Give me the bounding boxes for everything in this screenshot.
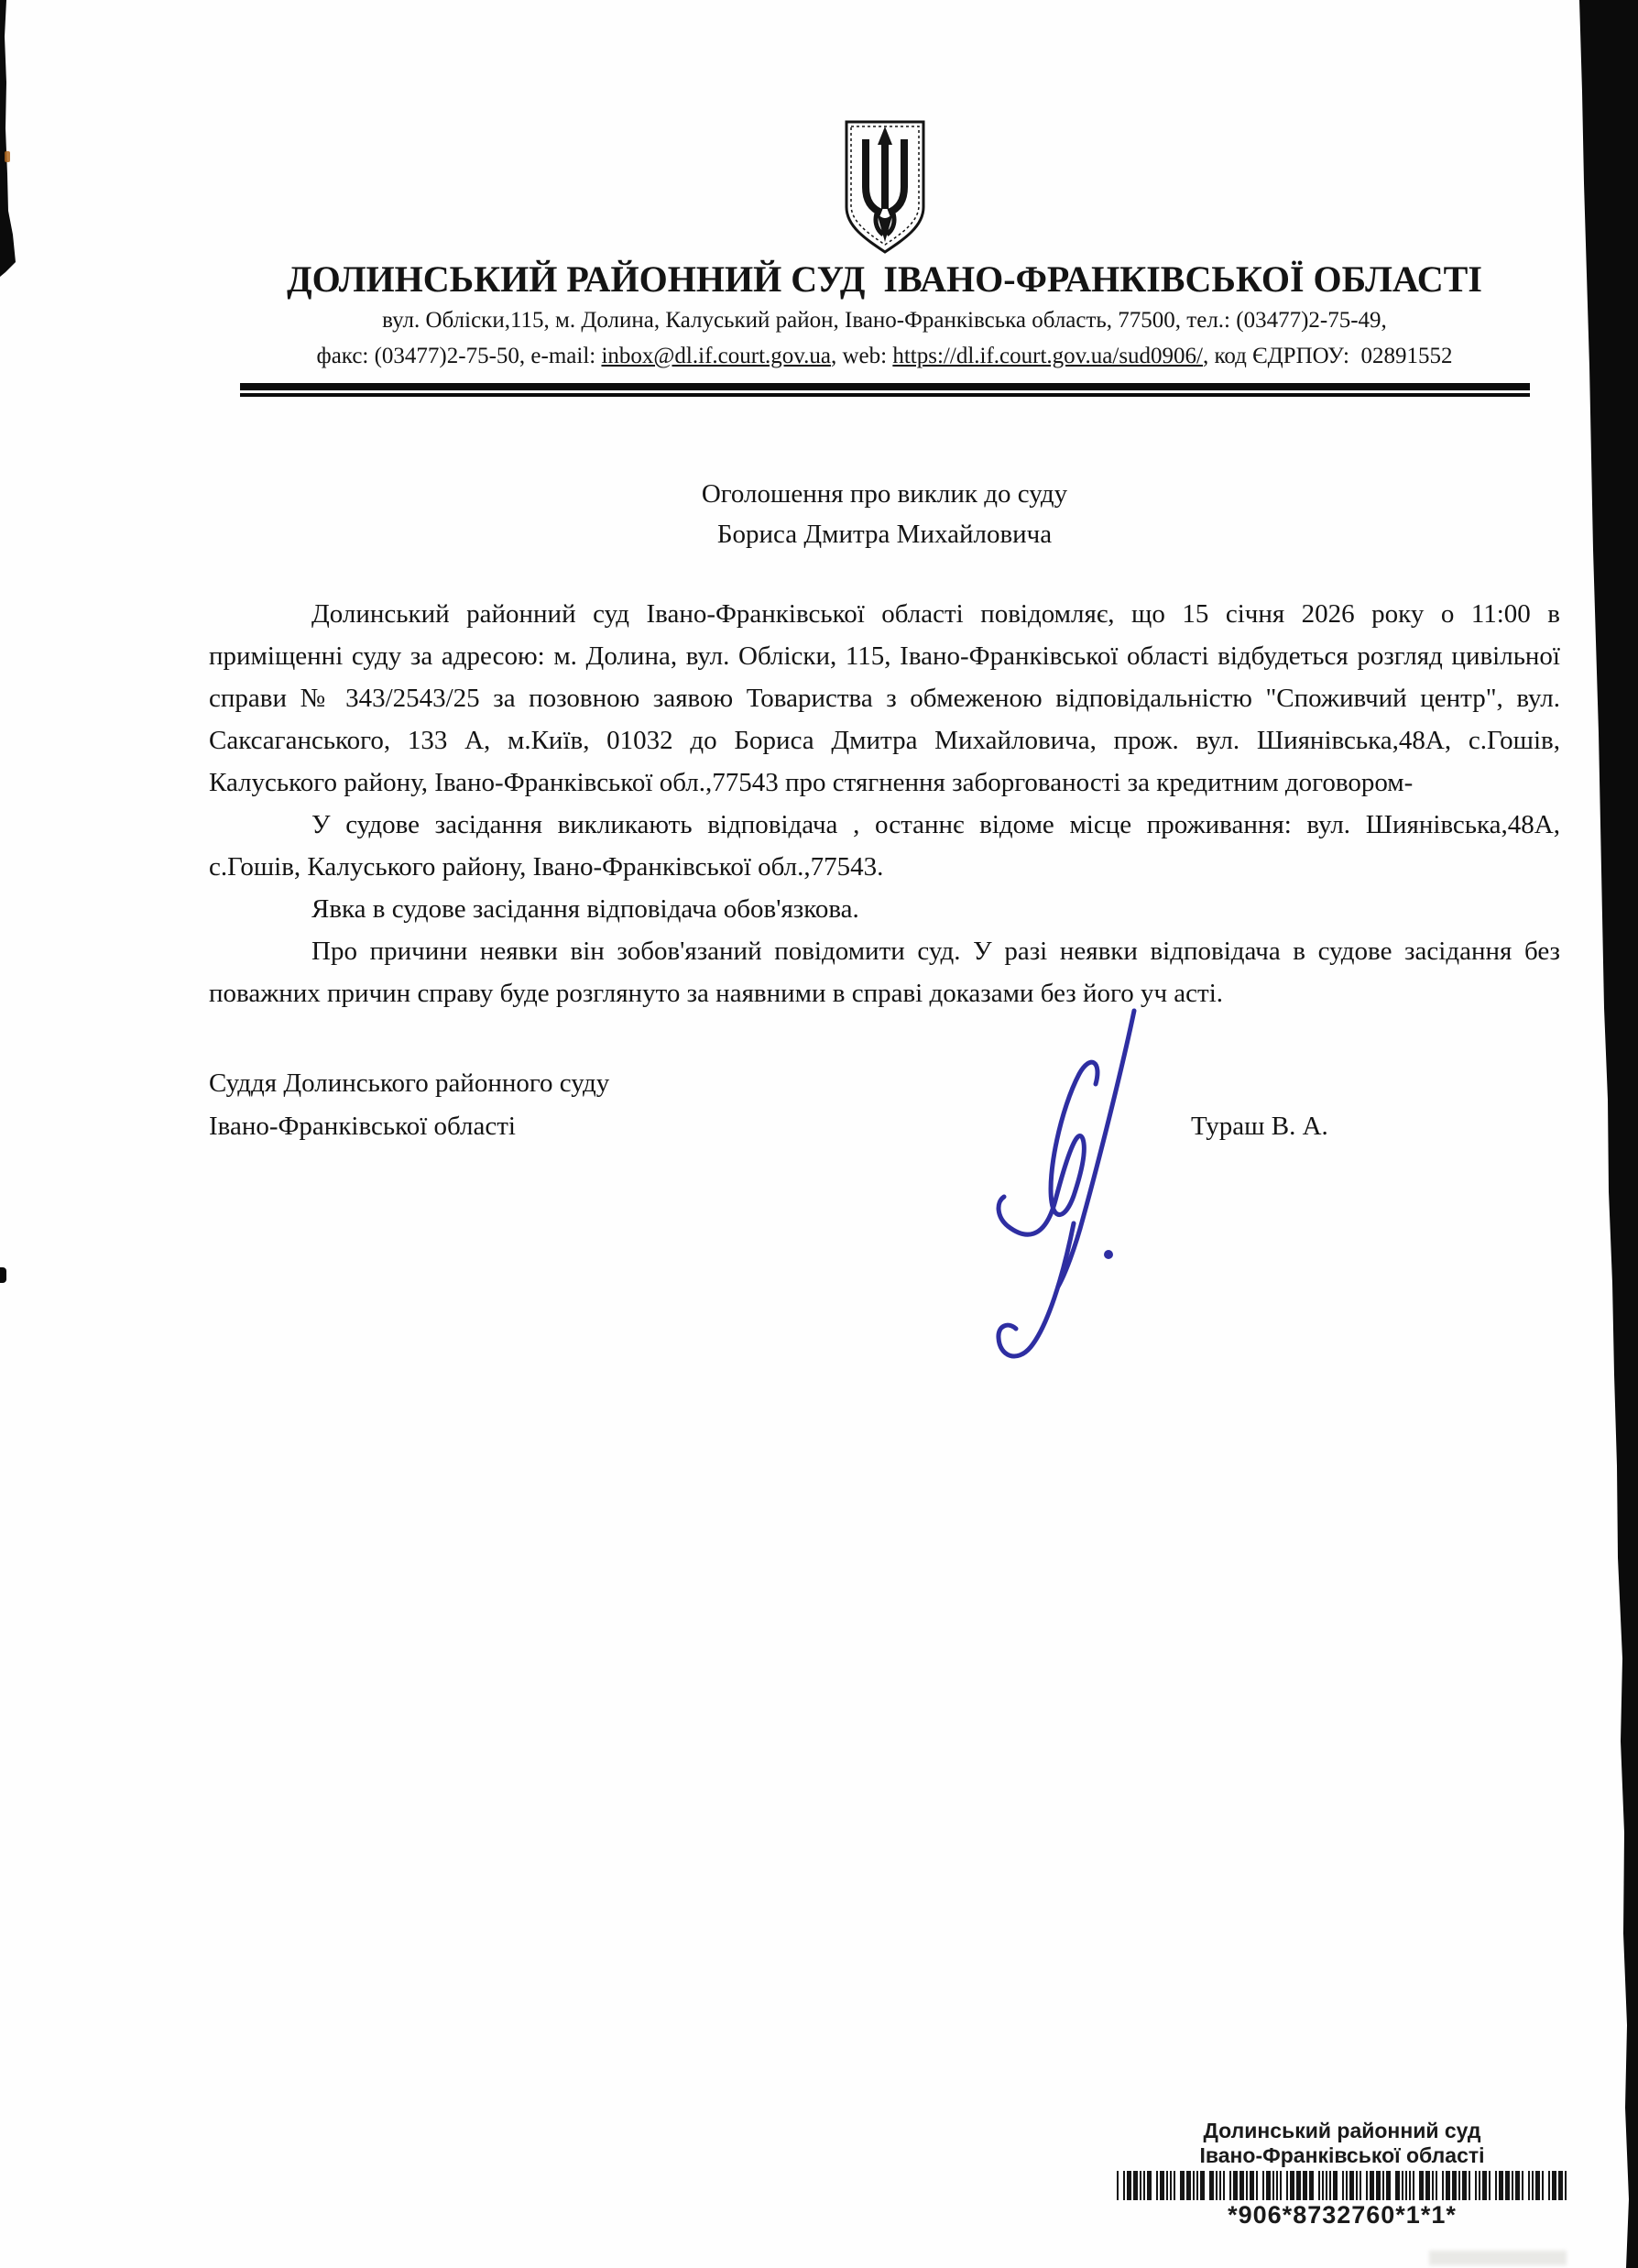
scan-artifact-speck (5, 151, 10, 162)
judge-title-line2: Івано-Франківської області (209, 1112, 516, 1141)
paragraph: Долинський районний суд Івано-Франківської області повідомляє, що 15 січня 2026 року о 11:00 в приміщенні суду за адресою: м. Долина, вул. Обліски, 115, Івано-Франківської області відбудеться розгляд цивільної справи № 343/2543/25 за позовною заявою Товариства з обмеженою відповідальністю "Споживчий центр", вул. Саксаганського, 133 А, м.Київ, 01032 до Бориса Дмитра Михайловича, прож. вул. Шиянівська,48А, с.Гошів, Калуського району, Івано-Франківської обл.,77543 про стягнення заборгованості за кредитним договором- (209, 599, 1560, 797)
court-contacts (209, 340, 1560, 372)
court-address: вул. Обліски,115, м. Долина, Калуський район, Івано-Франківська область, 77500, тел.: (03477)2-75-49, (382, 308, 1387, 333)
judge-title-line1: Суддя Долинського районного суду (209, 1068, 610, 1098)
paragraph: У судове засідання викликають відповідача , останнє відоме місце проживання: вул. Шиянівська,48А, с.Гошів, Калуського району, Івано-Франківської обл.,77543. (209, 810, 1560, 882)
letterhead (209, 117, 1560, 397)
paragraph: Про причини неявки він зобов'язаний повідомити суд. У разі неявки відповідача в судове засідання без поважних причин справу буде розглянуто за наявними в справі доказами без його уч асті. (209, 937, 1560, 1008)
court-email: inbox@dl.if.court.gov.ua (601, 344, 831, 368)
stamp-court-line1: Долинський районний суд (1203, 2119, 1481, 2142)
notice-title-line2: Бориса Дмитра Михайловича (716, 520, 1053, 549)
notice-body (209, 593, 1560, 1014)
court-website: https://dl.if.court.gov.ua/sud0906/ (892, 344, 1203, 368)
scan-artifact-right-edge (1574, 0, 1638, 2268)
notice-title (209, 474, 1560, 554)
paragraph: Явка в судове засідання відповідача обов'язкова. (311, 894, 859, 924)
court-stamp-block (1113, 2119, 1571, 2230)
web-label: , web: (831, 344, 893, 368)
signature-block (209, 1062, 1560, 1148)
scan-artifact-left-mark (0, 1267, 6, 1283)
barcode (1113, 2171, 1571, 2200)
judge-name: Тураш В. А. (1191, 1112, 1328, 1141)
court-name: ДОЛИНСЬКИЙ РАЙОННИЙ СУД ІВАНО-ФРАНКІВСЬКОЇ ОБЛАСТІ (287, 258, 1482, 300)
edrpou-code: , код ЄДРПОУ: 02891552 (1203, 344, 1453, 368)
document-content (209, 0, 1560, 1148)
coat-of-arms-icon (837, 117, 933, 257)
scan-artifact-smudge (1429, 2251, 1567, 2265)
barcode-value: *906*8732760*1*1* (1228, 2201, 1457, 2229)
stamp-court-line2: Івано-Франківської області (1199, 2143, 1485, 2167)
header-divider (240, 383, 1530, 397)
fax-label: факс: (03477)2-75-50, e-mail: (316, 344, 602, 368)
notice-title-line1: Оголошення про виклик до суду (701, 479, 1068, 509)
scan-artifact-left-edge (0, 0, 16, 277)
